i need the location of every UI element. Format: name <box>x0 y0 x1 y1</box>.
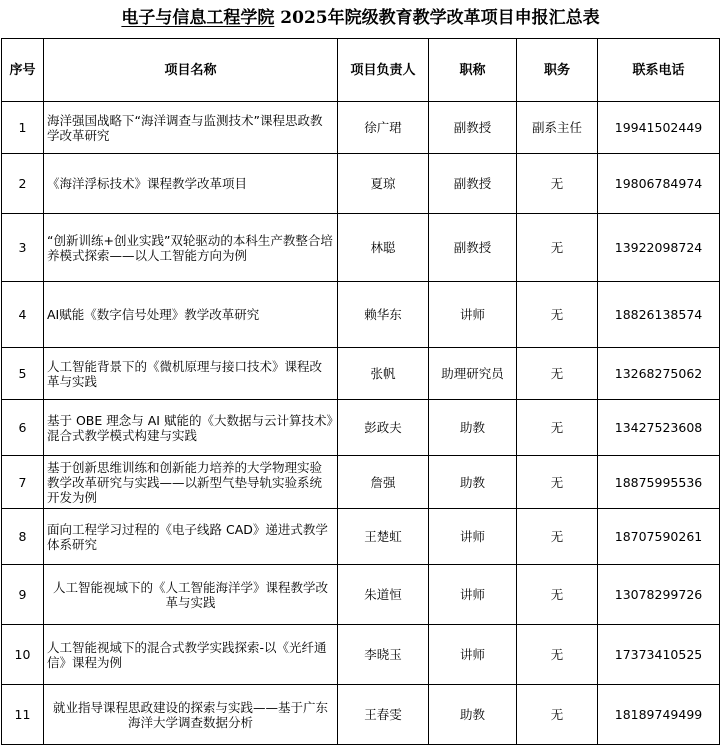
cell-position: 无 <box>517 348 598 400</box>
cell-leader: 夏琼 <box>338 154 429 214</box>
cell-project: 人工智能视域下的混合式教学实践探索-以《光纤通信》课程为例 <box>44 625 338 685</box>
header-leader: 项目负责人 <box>338 39 429 102</box>
cell-leader: 彭政夫 <box>338 400 429 456</box>
cell-leader: 徐广珺 <box>338 102 429 154</box>
cell-leader: 张帆 <box>338 348 429 400</box>
cell-project: 基于创新思维训练和创新能力培养的大学物理实验教学改革研究与实践——以新型气垫导轨实验系统开发为例 <box>44 456 338 509</box>
cell-leader: 赖华东 <box>338 282 429 348</box>
cell-phone: 18826138574 <box>598 282 720 348</box>
cell-leader: 王春雯 <box>338 685 429 745</box>
cell-position: 无 <box>517 565 598 625</box>
cell-phone: 13922098724 <box>598 214 720 282</box>
cell-phone: 13427523608 <box>598 400 720 456</box>
table-row <box>2 509 720 565</box>
cell-index: 7 <box>2 456 44 509</box>
project-summary-table <box>1 38 720 745</box>
table-header-row <box>2 39 720 102</box>
cell-index: 2 <box>2 154 44 214</box>
cell-project: 人工智能视域下的《人工智能海洋学》课程教学改革与实践 <box>44 565 338 625</box>
cell-position: 无 <box>517 400 598 456</box>
title-rest: 2025年院级教育教学改革项目申报汇总表 <box>274 8 600 28</box>
table-row <box>2 214 720 282</box>
header-index: 序号 <box>2 39 44 102</box>
cell-position: 副系主任 <box>517 102 598 154</box>
cell-rank: 副教授 <box>429 102 517 154</box>
header-rank: 职称 <box>429 39 517 102</box>
cell-index: 5 <box>2 348 44 400</box>
table-row <box>2 400 720 456</box>
cell-leader: 李晓玉 <box>338 625 429 685</box>
cell-project: 海洋强国战略下“海洋调查与监测技术”课程思政教学改革研究 <box>44 102 338 154</box>
cell-index: 4 <box>2 282 44 348</box>
cell-index: 3 <box>2 214 44 282</box>
cell-phone: 13268275062 <box>598 348 720 400</box>
cell-rank: 讲师 <box>429 625 517 685</box>
cell-leader: 林聪 <box>338 214 429 282</box>
cell-rank: 副教授 <box>429 154 517 214</box>
cell-phone: 18189749499 <box>598 685 720 745</box>
cell-project: AI赋能《数字信号处理》教学改革研究 <box>44 282 338 348</box>
cell-project: “创新训练+创业实践”双轮驱动的本科生产教整合培养模式探索——以人工智能方向为例 <box>44 214 338 282</box>
cell-position: 无 <box>517 154 598 214</box>
table-row <box>2 685 720 745</box>
cell-rank: 助教 <box>429 685 517 745</box>
cell-rank: 助教 <box>429 456 517 509</box>
table-row <box>2 625 720 685</box>
cell-index: 10 <box>2 625 44 685</box>
cell-position: 无 <box>517 625 598 685</box>
cell-project: 就业指导课程思政建设的探索与实践——基于广东海洋大学调查数据分析 <box>44 685 338 745</box>
table-row <box>2 154 720 214</box>
cell-position: 无 <box>517 509 598 565</box>
cell-index: 8 <box>2 509 44 565</box>
table-row <box>2 565 720 625</box>
cell-leader: 詹强 <box>338 456 429 509</box>
cell-phone: 18707590261 <box>598 509 720 565</box>
cell-project: 基于 OBE 理念与 AI 赋能的《大数据与云计算技术》混合式教学模式构建与实践 <box>44 400 338 456</box>
header-project: 项目名称 <box>44 39 338 102</box>
table-row <box>2 102 720 154</box>
cell-leader: 王楚虹 <box>338 509 429 565</box>
cell-position: 无 <box>517 282 598 348</box>
document-title <box>0 0 721 36</box>
cell-rank: 副教授 <box>429 214 517 282</box>
cell-rank: 讲师 <box>429 282 517 348</box>
cell-phone: 19806784974 <box>598 154 720 214</box>
cell-index: 1 <box>2 102 44 154</box>
table-row <box>2 282 720 348</box>
cell-phone: 17373410525 <box>598 625 720 685</box>
table-row <box>2 348 720 400</box>
cell-position: 无 <box>517 214 598 282</box>
cell-index: 6 <box>2 400 44 456</box>
cell-phone: 18875995536 <box>598 456 720 509</box>
cell-rank: 助教 <box>429 400 517 456</box>
cell-phone: 19941502449 <box>598 102 720 154</box>
cell-rank: 讲师 <box>429 565 517 625</box>
cell-index: 9 <box>2 565 44 625</box>
cell-leader: 朱道恒 <box>338 565 429 625</box>
cell-project: 人工智能背景下的《微机原理与接口技术》课程改革与实践 <box>44 348 338 400</box>
table-row <box>2 456 720 509</box>
header-position: 职务 <box>517 39 598 102</box>
header-phone: 联系电话 <box>598 39 720 102</box>
cell-phone: 13078299726 <box>598 565 720 625</box>
cell-position: 无 <box>517 456 598 509</box>
cell-rank: 讲师 <box>429 509 517 565</box>
cell-index: 11 <box>2 685 44 745</box>
college-name: 电子与信息工程学院 <box>121 8 275 28</box>
cell-rank: 助理研究员 <box>429 348 517 400</box>
cell-project: 《海洋浮标技术》课程教学改革项目 <box>44 154 338 214</box>
cell-project: 面向工程学习过程的《电子线路 CAD》递进式教学体系研究 <box>44 509 338 565</box>
cell-position: 无 <box>517 685 598 745</box>
